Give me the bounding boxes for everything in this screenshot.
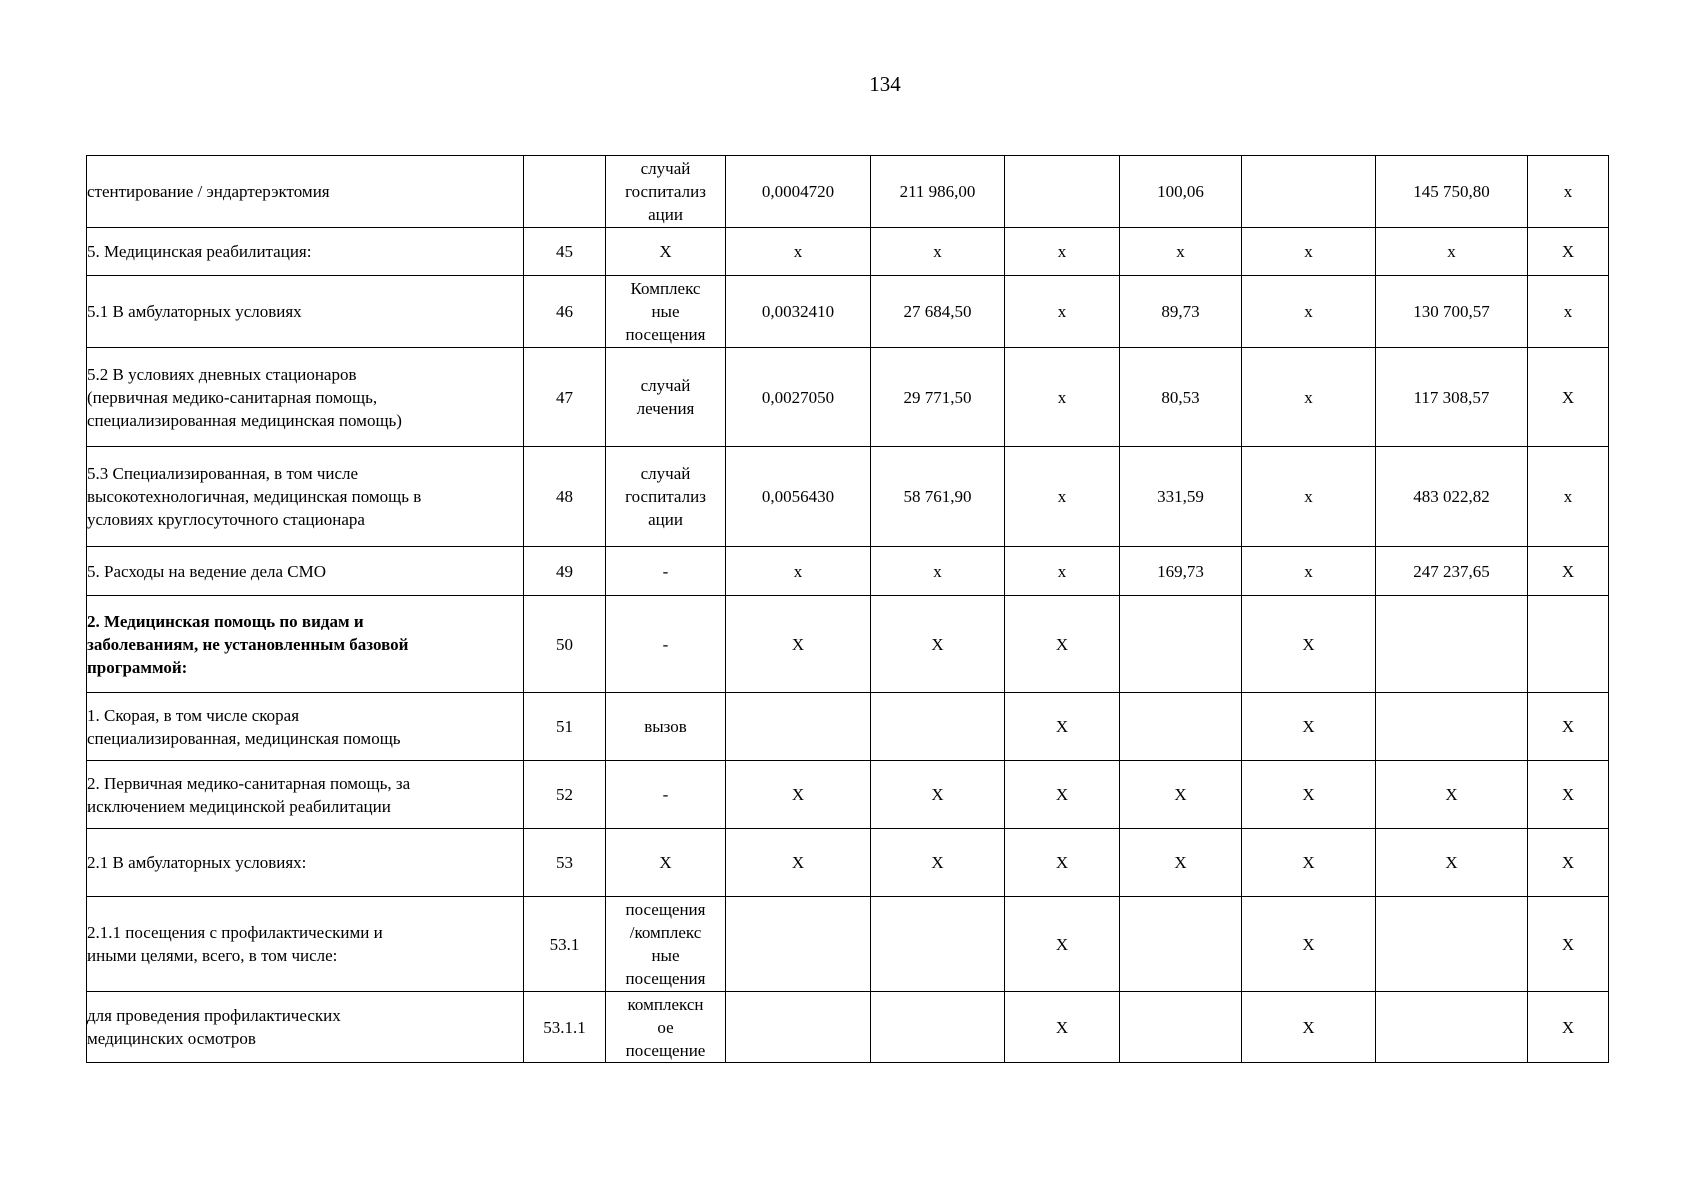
- value-cell: 331,59: [1120, 447, 1242, 547]
- table-row: [87, 547, 1609, 596]
- unit-cell: -: [606, 547, 726, 596]
- row-name-cell: 5. Расходы на ведение дела СМО: [87, 547, 524, 596]
- row-number-cell: 48: [524, 447, 606, 547]
- value-cell: x: [1376, 228, 1528, 276]
- row-name-cell: 5.2 В условиях дневных стационаров (первичная медико-санитарная помощь, специализированная медицинская помощь): [87, 348, 524, 447]
- value-cell: [871, 693, 1005, 761]
- value-cell: X: [871, 829, 1005, 897]
- row-number-cell: 47: [524, 348, 606, 447]
- value-cell: X: [1242, 693, 1376, 761]
- value-cell: 80,53: [1120, 348, 1242, 447]
- row-name-cell: 5. Медицинская реабилитация:: [87, 228, 524, 276]
- row-name-cell: 1. Скорая, в том числе скорая специализированная, медицинская помощь: [87, 693, 524, 761]
- page-number: 134: [869, 72, 901, 96]
- table-row: [87, 693, 1609, 761]
- value-cell: 483 022,82: [1376, 447, 1528, 547]
- value-cell: X: [1528, 829, 1609, 897]
- value-cell: x: [1005, 276, 1120, 348]
- value-cell: x: [726, 228, 871, 276]
- value-cell: X: [1120, 761, 1242, 829]
- unit-cell: случай госпитализ ации: [606, 447, 726, 547]
- value-cell: X: [1242, 596, 1376, 693]
- table-row: [87, 447, 1609, 547]
- value-cell: X: [1528, 897, 1609, 992]
- value-cell: X: [1528, 228, 1609, 276]
- value-cell: 169,73: [1120, 547, 1242, 596]
- value-cell: 0,0056430: [726, 447, 871, 547]
- value-cell: [1120, 897, 1242, 992]
- value-cell: 0,0032410: [726, 276, 871, 348]
- value-cell: X: [1005, 992, 1120, 1063]
- value-cell: X: [1376, 761, 1528, 829]
- value-cell: X: [1242, 829, 1376, 897]
- value-cell: x: [871, 547, 1005, 596]
- value-cell: 247 237,65: [1376, 547, 1528, 596]
- value-cell: X: [1528, 547, 1609, 596]
- row-name-cell: 2. Медицинская помощь по видам и заболеваниям, не установленным базовой программой:: [87, 596, 524, 693]
- value-cell: x: [726, 547, 871, 596]
- value-cell: X: [1005, 897, 1120, 992]
- value-cell: 29 771,50: [871, 348, 1005, 447]
- row-number-cell: 49: [524, 547, 606, 596]
- value-cell: X: [1376, 829, 1528, 897]
- value-cell: X: [1242, 897, 1376, 992]
- value-cell: [871, 897, 1005, 992]
- value-cell: 27 684,50: [871, 276, 1005, 348]
- table-row: [87, 276, 1609, 348]
- unit-cell: Комплекс ные посещения: [606, 276, 726, 348]
- row-number-cell: [524, 156, 606, 228]
- row-number-cell: 53.1.1: [524, 992, 606, 1063]
- value-cell: x: [1528, 276, 1609, 348]
- value-cell: [1120, 693, 1242, 761]
- value-cell: [1376, 596, 1528, 693]
- value-cell: X: [1005, 596, 1120, 693]
- value-cell: X: [1242, 761, 1376, 829]
- value-cell: X: [1528, 693, 1609, 761]
- value-cell: [871, 992, 1005, 1063]
- value-cell: x: [1242, 547, 1376, 596]
- value-cell: [1120, 992, 1242, 1063]
- value-cell: x: [1005, 348, 1120, 447]
- unit-cell: X: [606, 829, 726, 897]
- row-number-cell: 51: [524, 693, 606, 761]
- value-cell: X: [1528, 761, 1609, 829]
- value-cell: [1005, 156, 1120, 228]
- value-cell: x: [1005, 447, 1120, 547]
- table-body: [87, 156, 1609, 1063]
- table-row: [87, 829, 1609, 897]
- value-cell: x: [1005, 547, 1120, 596]
- value-cell: X: [726, 761, 871, 829]
- value-cell: 58 761,90: [871, 447, 1005, 547]
- row-number-cell: 46: [524, 276, 606, 348]
- value-cell: X: [726, 829, 871, 897]
- value-cell: X: [1528, 348, 1609, 447]
- row-number-cell: 53.1: [524, 897, 606, 992]
- unit-cell: -: [606, 761, 726, 829]
- unit-cell: комплексн ое посещение: [606, 992, 726, 1063]
- value-cell: X: [1005, 693, 1120, 761]
- row-number-cell: 45: [524, 228, 606, 276]
- value-cell: [1376, 897, 1528, 992]
- value-cell: X: [1005, 829, 1120, 897]
- value-cell: 0,0004720: [726, 156, 871, 228]
- unit-cell: X: [606, 228, 726, 276]
- value-cell: [1120, 596, 1242, 693]
- value-cell: X: [1242, 992, 1376, 1063]
- value-cell: X: [1528, 992, 1609, 1063]
- unit-cell: -: [606, 596, 726, 693]
- value-cell: x: [1242, 228, 1376, 276]
- value-cell: [726, 693, 871, 761]
- value-cell: 117 308,57: [1376, 348, 1528, 447]
- unit-cell: случай лечения: [606, 348, 726, 447]
- row-name-cell: 2. Первичная медико-санитарная помощь, за исключением медицинской реабилитации: [87, 761, 524, 829]
- row-name-cell: для проведения профилактических медицинских осмотров: [87, 992, 524, 1063]
- value-cell: X: [1120, 829, 1242, 897]
- table-row: [87, 348, 1609, 447]
- value-cell: [1376, 693, 1528, 761]
- table-row: [87, 992, 1609, 1063]
- value-cell: [726, 897, 871, 992]
- value-cell: [1242, 156, 1376, 228]
- value-cell: x: [1120, 228, 1242, 276]
- row-name-cell: 5.1 В амбулаторных условиях: [87, 276, 524, 348]
- value-cell: X: [1005, 761, 1120, 829]
- value-cell: 145 750,80: [1376, 156, 1528, 228]
- value-cell: x: [1242, 447, 1376, 547]
- table-row: [87, 897, 1609, 992]
- value-cell: x: [1528, 447, 1609, 547]
- table-row: [87, 156, 1609, 228]
- value-cell: X: [871, 596, 1005, 693]
- value-cell: x: [1528, 156, 1609, 228]
- value-cell: 89,73: [1120, 276, 1242, 348]
- value-cell: x: [1005, 228, 1120, 276]
- table-row: [87, 761, 1609, 829]
- row-name-cell: стентирование / эндартерэктомия: [87, 156, 524, 228]
- table-row: [87, 596, 1609, 693]
- value-cell: x: [1242, 348, 1376, 447]
- row-number-cell: 50: [524, 596, 606, 693]
- table-row: [87, 228, 1609, 276]
- value-cell: X: [726, 596, 871, 693]
- value-cell: X: [871, 761, 1005, 829]
- row-name-cell: 2.1.1 посещения с профилактическими и иными целями, всего, в том числе:: [87, 897, 524, 992]
- unit-cell: вызов: [606, 693, 726, 761]
- value-cell: x: [871, 228, 1005, 276]
- row-number-cell: 52: [524, 761, 606, 829]
- row-name-cell: 5.3 Специализированная, в том числе высокотехнологичная, медицинская помощь в условиях круглосуточного стационара: [87, 447, 524, 547]
- unit-cell: посещения /комплекс ные посещения: [606, 897, 726, 992]
- value-cell: 100,06: [1120, 156, 1242, 228]
- value-cell: x: [1242, 276, 1376, 348]
- value-cell: 130 700,57: [1376, 276, 1528, 348]
- value-cell: 211 986,00: [871, 156, 1005, 228]
- row-number-cell: 53: [524, 829, 606, 897]
- value-cell: [1528, 596, 1609, 693]
- value-cell: [1376, 992, 1528, 1063]
- value-cell: 0,0027050: [726, 348, 871, 447]
- value-cell: [726, 992, 871, 1063]
- financing-table: [86, 155, 1609, 1063]
- unit-cell: случай госпитализ ации: [606, 156, 726, 228]
- row-name-cell: 2.1 В амбулаторных условиях:: [87, 829, 524, 897]
